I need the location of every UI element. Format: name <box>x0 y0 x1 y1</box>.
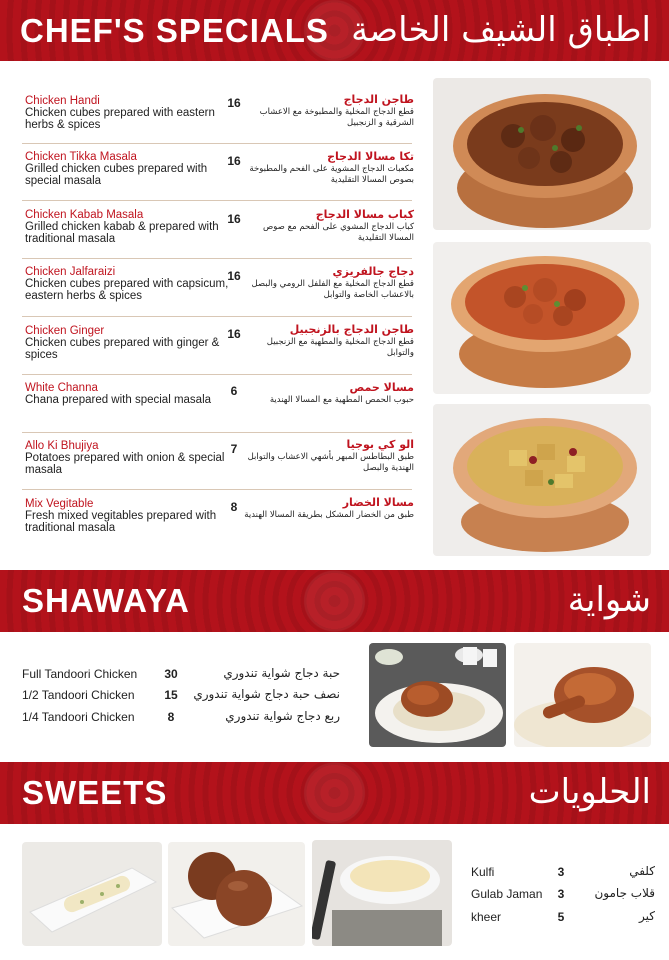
item-name-en: Chicken Jalfaraizi <box>25 266 116 278</box>
sweets-banner <box>0 762 669 824</box>
item-price: 6 <box>230 384 238 398</box>
item-desc-en: Grilled chicken cubes prepared with special masala <box>25 163 208 187</box>
item-price: 16 <box>227 154 241 168</box>
item-desc-en: Chicken cubes prepared with eastern herbs & spices <box>25 107 215 131</box>
list-item <box>25 440 235 476</box>
item-name-ar: دجاج جالفريزي <box>332 265 414 278</box>
tandoori-plate-photo <box>369 643 506 747</box>
sweets-item-name-en: Kulfi <box>471 865 495 879</box>
shawaya-item-name-en: 1/4 Tandoori Chicken <box>22 710 135 724</box>
list-item <box>25 498 235 534</box>
specials-banner <box>0 0 669 61</box>
tandoori-rice-photo <box>514 643 651 747</box>
sweets-item-price: 3 <box>557 865 565 879</box>
list-item-ar <box>244 438 414 474</box>
divider <box>22 432 412 433</box>
sweets-item-name-ar: كير <box>639 909 655 923</box>
shawaya-item-price: 8 <box>167 710 175 724</box>
item-price: 7 <box>230 442 238 456</box>
item-name-ar: مسالا الخضار <box>342 496 414 509</box>
divider <box>22 143 412 144</box>
list-item-ar <box>244 93 414 129</box>
list-item-ar <box>244 265 414 301</box>
item-desc-ar: حبوب الحمص المطهية مع المسالا الهندية <box>269 395 414 405</box>
sweets-item-name-ar: قلاب جامون <box>594 886 655 900</box>
allo-bhujiya-photo <box>433 404 651 556</box>
item-name-en: Mix Vegitable <box>25 498 94 510</box>
shawaya-banner <box>0 570 669 632</box>
sweets-title-en: SWEETS <box>22 774 168 811</box>
kheer-photo <box>312 840 452 946</box>
divider <box>22 374 412 375</box>
list-item <box>25 151 235 187</box>
item-name-en: Chicken Tikka Masala <box>25 151 137 163</box>
sweets-item-price: 3 <box>557 887 565 901</box>
item-desc-ar: قطع الدجاج المخلية مع الفلفل الرومي والبصل بالاعشاب الخاصة والتوابل <box>251 279 414 300</box>
item-name-ar: مسالا حمص <box>349 381 414 394</box>
item-price: 16 <box>227 96 241 110</box>
list-item <box>25 382 235 406</box>
sweets-item-name-en: Gulab Jaman <box>471 887 543 901</box>
sweets-title-ar: الحلويات <box>528 772 651 812</box>
list-item-ar <box>244 208 414 244</box>
item-price: 8 <box>230 500 238 514</box>
divider <box>22 316 412 317</box>
shawaya-item-price: 15 <box>164 688 178 702</box>
shawaya-item-price: 30 <box>164 667 178 681</box>
item-desc-en: Grilled chicken kabab & prepared with traditional masala <box>25 221 219 245</box>
item-name-en: Allo Ki Bhujiya <box>25 440 99 452</box>
item-name-en: White Channa <box>25 382 98 394</box>
shawaya-item-name-ar: نصف حبة دجاج شواية تندوري <box>193 687 340 701</box>
shawaya-item-name-en: 1/2 Tandoori Chicken <box>22 688 135 702</box>
item-name-en: Chicken Kabab Masala <box>25 209 144 221</box>
item-name-ar: طاجن الدجاج <box>343 93 414 106</box>
item-desc-ar: طبق من الخضار المشكل بطريقة المسالا الهندية <box>244 510 414 520</box>
list-item-ar <box>244 323 414 359</box>
item-price: 16 <box>227 327 241 341</box>
item-name-en: Chicken Ginger <box>25 325 105 337</box>
list-item <box>25 209 235 245</box>
shawaya-item-name-en: Full Tandoori Chicken <box>22 667 138 681</box>
list-item <box>25 266 235 302</box>
item-desc-en: Fresh mixed vegitables prepared with traditional masala <box>25 510 217 534</box>
item-price: 16 <box>227 269 241 283</box>
item-desc-ar: طبق البطاطس المبهر بأشهي الاعشاب والتوابل الهندية والبصل <box>247 452 414 473</box>
divider <box>22 489 412 490</box>
item-desc-en: Potatoes prepared with onion & special masala <box>25 452 225 476</box>
item-desc-ar: مكعبات الدجاج المشوية على الفحم والمطبوخة بصوص المسالا التقليدية <box>249 164 414 185</box>
shawaya-title-en: SHAWAYA <box>22 582 190 619</box>
shawaya-item-name-ar: حبة دجاج شواية تندوري <box>223 666 340 680</box>
kulfi-photo <box>22 842 162 946</box>
item-desc-ar: قطع الدجاج المخلية والمطبوخة مع الاعشاب الشرقية و الزنجبيل <box>259 107 414 128</box>
shawaya-item-name-ar: ربع دجاج شواية تندوري <box>225 709 340 723</box>
divider <box>22 200 412 201</box>
list-item-ar <box>244 496 414 521</box>
specials-title-en: CHEF'S SPECIALS <box>20 12 329 49</box>
item-desc-en: Chicken cubes prepared with capsicum, eastern herbs & spices <box>25 278 229 302</box>
list-item <box>25 325 235 361</box>
chicken-masala-photo <box>433 242 651 394</box>
item-name-en: Chicken Handi <box>25 95 100 107</box>
sweets-item-name-ar: كلفي <box>629 864 655 878</box>
item-desc-ar: قطع الدجاج المخلية والمطهية مع الزنجبيل والتوابل <box>266 337 414 358</box>
gulab-jaman-photo <box>168 842 305 946</box>
item-desc-en: Chicken cubes prepared with ginger & spices <box>25 337 220 361</box>
sweets-item-price: 5 <box>557 910 565 924</box>
item-name-ar: تكا مسالا الدجاج <box>327 150 414 163</box>
specials-title-ar: اطباق الشيف الخاصة <box>351 10 651 50</box>
shawaya-title-ar: شواية <box>567 580 651 620</box>
sweets-item-name-en: kheer <box>471 910 502 924</box>
item-name-ar: طاجن الدجاج بالزنجبيل <box>289 323 414 336</box>
list-item-ar <box>244 150 414 186</box>
list-item <box>25 95 235 131</box>
item-price: 16 <box>227 212 241 226</box>
item-desc-en: Chana prepared with special masala <box>25 394 212 406</box>
item-desc-ar: كباب الدجاج المشوي على الفحم مع صوص المسالا التقليدية <box>263 222 414 243</box>
list-item-ar <box>244 381 414 406</box>
divider <box>22 258 412 259</box>
chicken-handi-photo <box>433 78 651 230</box>
item-name-ar: الو كي بوجيا <box>346 438 414 451</box>
item-name-ar: كباب مسالا الدجاج <box>315 208 414 221</box>
